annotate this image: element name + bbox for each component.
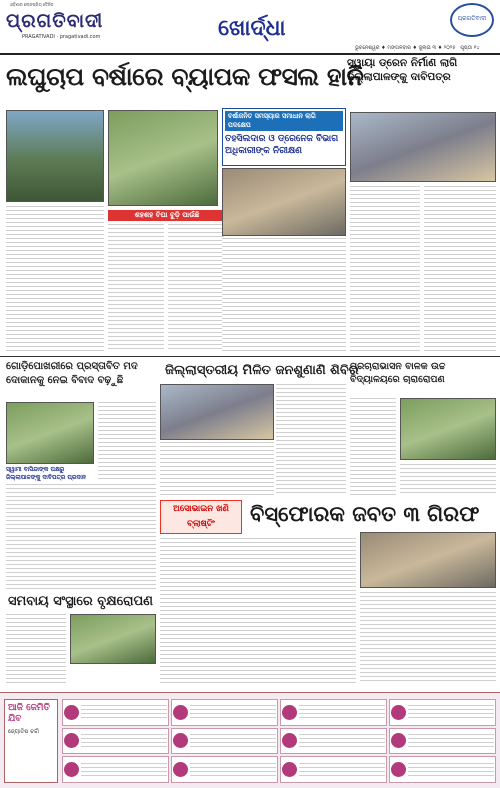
second-right-body1 (350, 398, 396, 496)
mid-kicker: ବର୍ଷାଜନିତ ସମସ୍ୟାର ସମାଧାନ ଲାଗି ପଦକ୍ଷେପ (225, 111, 343, 131)
flood-photo (6, 110, 104, 202)
zodiac-icon (391, 762, 406, 777)
liquor-shop-photo (6, 402, 94, 464)
horoscope-subtitle: ଜ୍ୟୋତିଷ ଚର୍ଚ୍ଚା (8, 729, 40, 735)
second-right-headline: ପ୍ରଚାରାଭାସନ ବାଳକ ଉଚ୍ଚ ବିଦ୍ୟାଳୟରେ ଚାରାରୋପଣ (350, 361, 446, 385)
zodiac-icon (391, 705, 406, 720)
sign-panel (280, 728, 387, 755)
sign-panel (171, 756, 278, 783)
sign-panel (171, 699, 278, 726)
sign-panel (280, 756, 387, 783)
inspection-photo (222, 168, 346, 236)
lead-body-col1 (6, 206, 104, 352)
second-mid-side (276, 384, 346, 496)
sign-panel (62, 699, 169, 726)
zodiac-icon (282, 762, 297, 777)
explosives-photo (360, 532, 496, 588)
second-left-body (6, 484, 156, 590)
right-top-headline: ସ୍ୱାୟା ଡ୍ରେନ ନିର୍ମାଣ ଲାଗି ଜିଲ୍ଲାପାଳଙ୍କୁ ଦାବିପତ୍ର (347, 57, 458, 83)
zodiac-icon (173, 705, 188, 720)
masthead-tagline: ଓଡ଼ିଶାର ଲୋକପ୍ରିୟ ଦୈନିକ (10, 2, 54, 7)
brand-english: PRAGATIVADI · pragativadi.com (22, 34, 101, 40)
cooperative-photo (70, 614, 156, 664)
hearing-camp-photo (160, 384, 274, 440)
horoscope-title: ଆଜି ଜେମିତି ଯିବ (8, 703, 50, 724)
right-body-col2 (424, 186, 496, 352)
horoscope-title-box (4, 699, 58, 783)
right-body-col1 (350, 186, 420, 352)
second-right-body2 (400, 464, 496, 496)
dateline: ଭୁବନେଶ୍ୱର ♦ ମଙ୍ଗଳବାର ♦ ଜୁଲାଇ ୩ ♦ ୨୦୨୫ ପୃଷ୍ଠା ୧୪ (355, 45, 480, 51)
lead-body-col3 (168, 224, 224, 352)
zodiac-icon (64, 762, 79, 777)
mid-story-head (222, 108, 346, 166)
sign-panel (389, 756, 496, 783)
divider-1 (0, 356, 500, 357)
second-mid-body (160, 442, 274, 496)
zodiac-icon (173, 733, 188, 748)
plantation-photo (400, 398, 496, 460)
horoscope-grid (62, 699, 496, 783)
lead-box-title: ଶହଶହ ବିଘା ବୁଡ଼ି ପାଉଁଛି (108, 210, 226, 221)
second-left-box: ସ୍ୱାମୀ ବାସିନ୍ଦାଙ୍କ ପକ୍ଷରୁ ଜିଲ୍ଲାପାଳଙ୍କୁ ଦାବିପତ୍ର ପ୍ରଦାନ (6, 466, 87, 481)
field-photo (108, 110, 218, 206)
lead-body-col2 (108, 224, 164, 352)
zodiac-icon (64, 733, 79, 748)
section-title: ଖୋର୍ଦ୍ଧା (218, 16, 286, 41)
zodiac-icon (64, 705, 79, 720)
horoscope-strip (0, 692, 500, 788)
top-rule (0, 53, 500, 55)
anniversary-badge: ପ୍ରଗତିବାଦୀ (450, 3, 494, 37)
zodiac-icon (173, 762, 188, 777)
sign-panel (280, 699, 387, 726)
second-left-side (98, 402, 156, 482)
sign-panel (389, 699, 496, 726)
lead-headline: ଲଘୁଚାପ ବର୍ଷାରେ ବ୍ୟାପକ ଫସଲ ହାନି (6, 62, 364, 91)
mid-body (222, 238, 346, 352)
bottom-left-body (6, 614, 66, 684)
sign-panel (62, 756, 169, 783)
second-mid-headline: ଜିଲ୍ଲାସ୍ତରୀୟ ମିଳିତ ଜନଶୁଣାଣି ଶିବିର (165, 363, 359, 378)
sign-panel (171, 728, 278, 755)
third-body (160, 538, 356, 684)
memorandum-photo (350, 112, 496, 182)
third-headline: ବିସ୍ଫୋରକ ଜବତ ୩ ଗିରଫ (250, 502, 480, 526)
brand-logo: ପ୍ରଗତିବାଦୀ (6, 10, 104, 32)
zodiac-icon (282, 705, 297, 720)
zodiac-icon (391, 733, 406, 748)
third-body-right (360, 592, 496, 684)
sign-panel (62, 728, 169, 755)
bottom-left-headline: ସମବାୟ ସଂସ୍ଥାରେ ବୃକ୍ଷରୋପଣ (8, 594, 154, 609)
zodiac-icon (282, 733, 297, 748)
sign-panel (389, 728, 496, 755)
second-left-headline: ଗୋଡ଼ିପୋଖରୀରେ ପ୍ରସ୍ତାବିତ ମଦ ଦୋକାନକୁ ନେଇ ବିବାଦ ବଢ଼ୁଛି (6, 361, 138, 386)
mid-headline: ତହସିଲଦାର ଓ ଡ୍ରେନେଜ ବିଭାଗ ଅଧିକାରୀଙ୍କ ନିରୀକ୍ଷଣ (225, 134, 339, 156)
third-kicker: ଅସୋଭାଇନ ଖଣି ବ୍ଲାଷ୍ଟିଂ (160, 500, 242, 534)
